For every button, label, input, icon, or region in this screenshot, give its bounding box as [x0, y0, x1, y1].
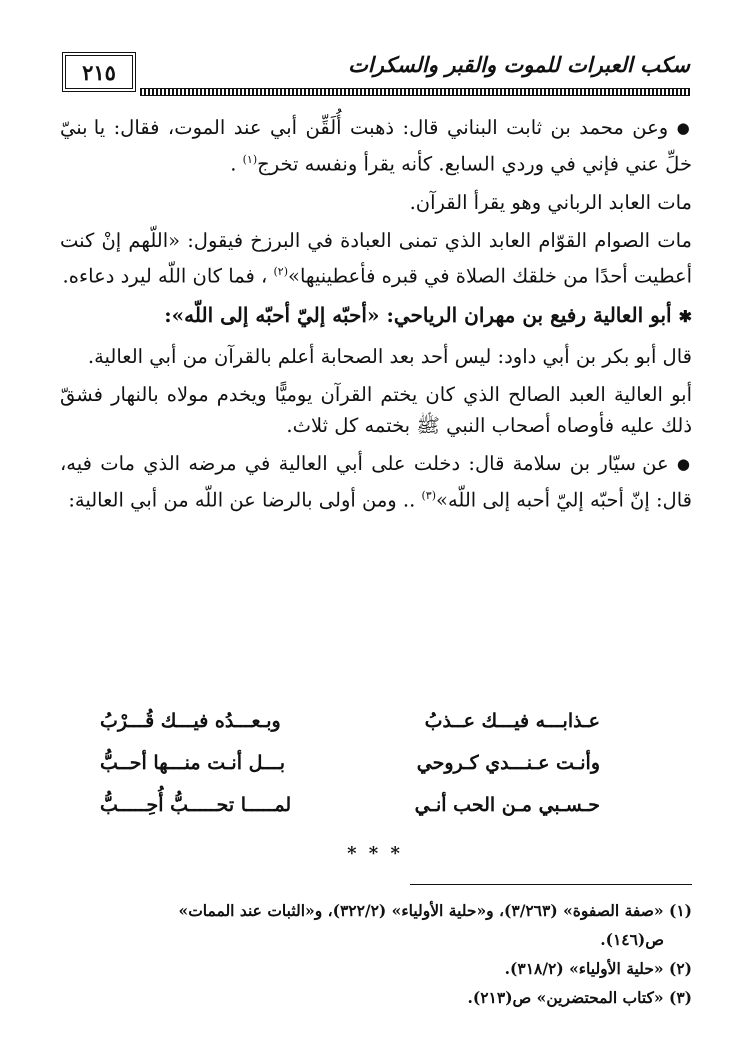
footnotes: [60, 896, 692, 1012]
footnote-ref[interactable]: (٣): [421, 489, 437, 502]
para6-text-end: .. ومن أولى بالرضا عن اللّه من أبي العالية:: [68, 488, 416, 512]
footnote-ref[interactable]: (٢): [273, 264, 289, 278]
bullet-icon: ●: [676, 119, 693, 137]
poem-first-hemistich: عـذابـــه فيـــك عــذبُ: [424, 710, 600, 732]
paragraph-6: [60, 448, 692, 516]
paragraph-1: [60, 112, 692, 180]
para5-text: أبو العالية العبد الصالح الذي كان يختم القرآن يوميًّا ويخدم مولاه بالنهار فشقّ ذلك عليه فأوصاه أصحاب النبي: [60, 383, 692, 437]
running-title: سكب العبرات للموت والقبر والسكرات: [348, 52, 690, 77]
para1-line2: يا بنيّ خلِّ عني فإني في وردي السابع. كأنه يقرأ ونفسه تخرج: [60, 116, 692, 176]
body-text: [60, 112, 692, 523]
bullet-icon: ●: [676, 455, 693, 473]
poem-first-hemistich: وأنـت عـنـــدي كـروحي: [416, 752, 600, 774]
poem-verse: [100, 742, 600, 784]
poem-second-hemistich: لمـــــا تحـــــبُّ أُحِـــــبُّ: [100, 794, 292, 816]
poem-second-hemistich: بـــل أنـت منـــها أحــبُّ: [100, 752, 285, 774]
section-heading-text: أبو العالية رفيع بن مهران الرياحي: «أحبّه إليّ أحبّه إلى اللّه»:: [164, 303, 672, 327]
para5-text-end: بختمه كل ثلاث.: [286, 414, 411, 437]
para6-text: عن سيّار بن سلامة قال: دخلت على أبي العالية في مرضه الذي مات فيه، قال: إنّ أحبّه إليّ أحبه إلى اللّه»: [60, 452, 692, 512]
salutation-glyph: ﷺ: [416, 414, 440, 437]
poem-first-hemistich: حـسـبي مـن الحب أنـي: [414, 794, 600, 816]
poem-verse: [100, 784, 600, 826]
poem-second-hemistich: وبـعـــدُه فيـــك قُـــرْبُ: [100, 710, 281, 732]
paragraph-3: [60, 225, 692, 292]
paragraph-4: قال أبو بكر بن أبي داود: ليس أحد بعد الصحابة أعلم بالقرآن من أبي العالية.: [87, 345, 692, 368]
footnote-1: (١) «صفة الصفوة» (٣/٢٦٣)، و«حلية الأولياء» (٣٢٢/٢)، و«الثبات عند الممات»: [178, 901, 692, 920]
para1-end: .: [230, 152, 237, 176]
page-header: [62, 52, 690, 98]
page-number: ٢١٥: [62, 52, 136, 92]
para1-line1: وعن محمد بن ثابت البناني قال: ذهبت أُلَقِّن أبي عند الموت، فقال:: [113, 116, 669, 139]
header-rule: [140, 88, 690, 96]
paragraph-2: مات العابد الرباني وهو يقرأ القرآن.: [409, 190, 692, 214]
section-heading: [60, 300, 692, 332]
footnote-rule: [410, 884, 692, 885]
para3-text: مات الصوام القوّام العابد الذي تمنى العبادة في البرزخ فيقول: «اللّهم إنْ كنت أعطيت أحدًا من خلقك الصلاة في قبره فأعطينيها»: [60, 228, 692, 287]
para3-text-end: ، فما كان اللّه ليرد دعاءه.: [62, 264, 268, 287]
footnote-2: (٢) «حلية الأولياء» (٣١٨/٢).: [504, 959, 692, 978]
poem: [100, 700, 600, 826]
footnote-1-continued: ص(١٤٦).: [600, 930, 664, 949]
footnote-ref[interactable]: (١): [242, 153, 258, 166]
poem-verse: [100, 700, 600, 742]
star-icon: ✱: [678, 307, 692, 326]
paragraph-5: [60, 379, 692, 441]
footnote-3: (٣) «كتاب المحتضرين» ص(٢١٣).: [467, 988, 692, 1007]
section-separator: * * *: [347, 843, 403, 864]
